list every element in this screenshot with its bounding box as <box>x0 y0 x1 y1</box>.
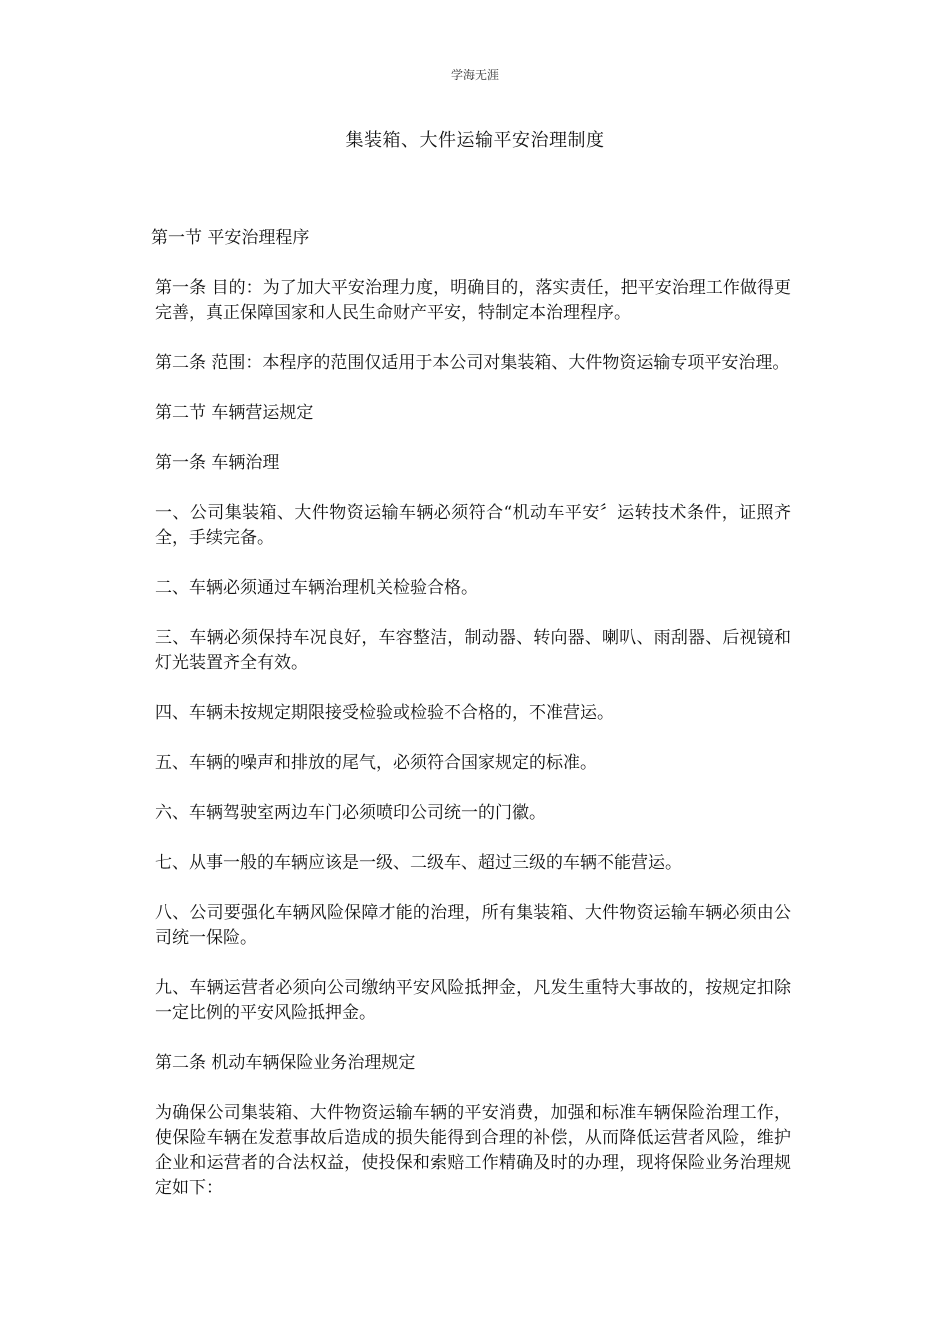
page-header: 学海无涯 <box>450 68 499 82</box>
list-item: 八、公司要强化车辆风险保障才能的治理，所有集装箱、大件物资运输车辆必须由公司统一保险。 <box>155 903 791 948</box>
section-heading: 第一节 平安治理程序 <box>151 228 310 248</box>
list-item: 四、车辆未按规定期限接受检验或检验不合格的，不准营运。 <box>155 703 614 723</box>
list-item: 二、车辆必须通过车辆治理机关检验合格。 <box>155 578 478 598</box>
document-title: 集装箱、大件运输平安治理制度 <box>345 130 605 151</box>
list-item: 三、车辆必须保持车况良好，车容整洁，制动器、转向器、喇叭、雨刮器、后视镜和灯光装置齐全有效。 <box>155 628 791 673</box>
paragraph: 第二条 范围：本程序的范围仅适用于本公司对集装箱、大件物资运输专项平安治理。 <box>155 353 790 373</box>
article-heading: 第一条 车辆治理 <box>155 453 280 473</box>
paragraph: 为确保公司集装箱、大件物资运输车辆的平安消费，加强和标准车辆保险治理工作，使保险车辆在发惹事故后造成的损失能得到合理的补偿，从而降低运营者风险，维护企业和运营者的合法权益，使投保和索赔工作精确及时的办理，现将保险业务治理规定如下： <box>155 1103 791 1198</box>
list-item: 七、从事一般的车辆应该是一级、二级车、超过三级的车辆不能营运。 <box>155 853 682 873</box>
list-item: 六、车辆驾驶室两边车门必须喷印公司统一的门徽。 <box>155 803 546 823</box>
article-heading: 第二条 机动车辆保险业务治理规定 <box>155 1053 416 1073</box>
paragraph: 第一条 目的：为了加大平安治理力度，明确目的，落实责任，把平安治理工作做得更完善，真正保障国家和人民生命财产平安，特制定本治理程序。 <box>155 278 791 323</box>
list-item: 五、车辆的噪声和排放的尾气，必须符合国家规定的标准。 <box>155 753 597 773</box>
document-body <box>151 226 791 1226</box>
list-item: 九、车辆运营者必须向公司缴纳平安风险抵押金，凡发生重特大事故的，按规定扣除一定比例的平安风险抵押金。 <box>155 978 791 1023</box>
section-heading: 第二节 车辆营运规定 <box>155 403 314 423</box>
list-item: 一、公司集装箱、大件物资运输车辆必须符合“机动车平安〞运转技术条件，证照齐全，手续完备。 <box>155 503 791 548</box>
